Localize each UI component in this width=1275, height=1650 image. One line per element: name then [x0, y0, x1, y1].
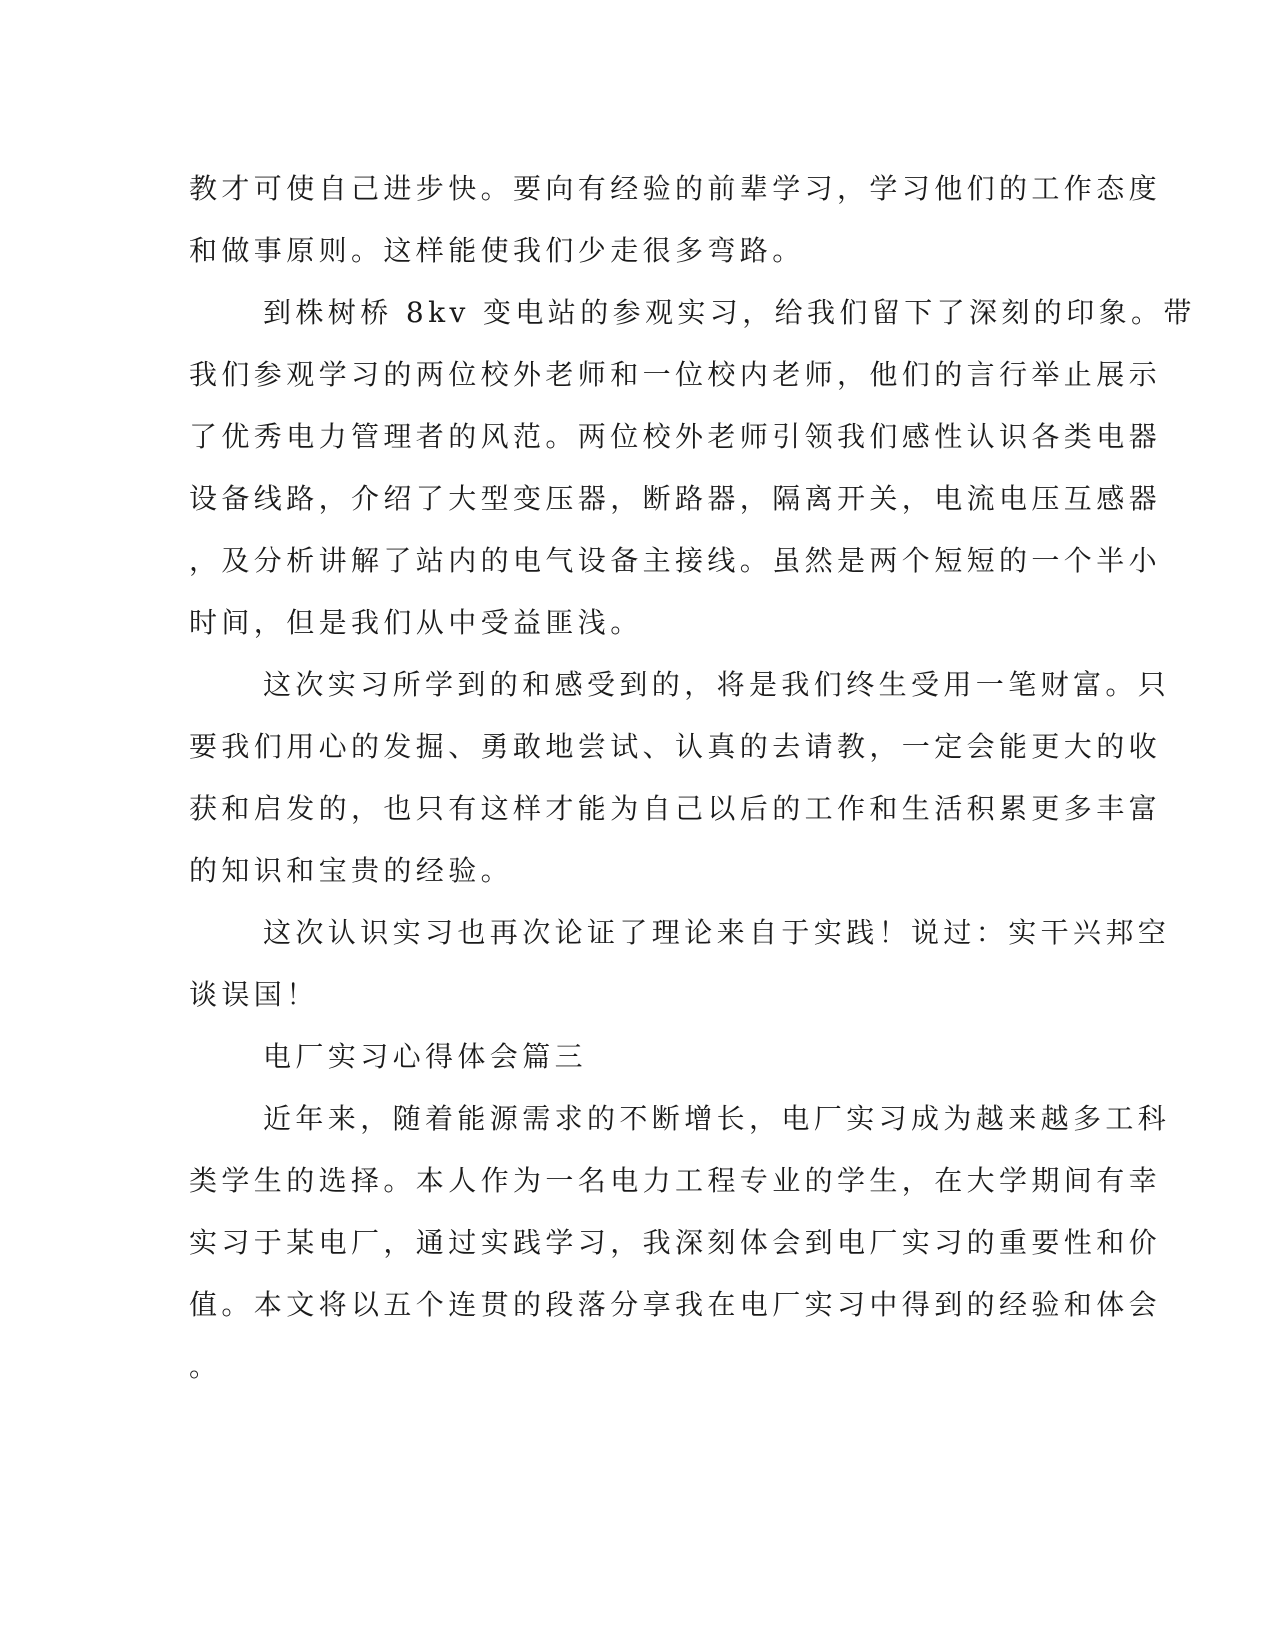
text-line: 近年来，随着能源需求的不断增长，电厂实习成为越来越多工科	[263, 1102, 1171, 1135]
document-body	[189, 158, 1196, 1398]
text-line: 了优秀电力管理者的风范。两位校外老师引领我们感性认识各类电器	[189, 420, 1162, 453]
paragraph-1	[189, 158, 1162, 282]
text-line: 我们参观学习的两位校外老师和一位校内老师，他们的言行举止展示	[189, 358, 1162, 391]
text-line: 这次认识实习也再次论证了理论来自于实践！说过：实干兴邦空	[263, 916, 1171, 949]
text-line: ，及分析讲解了站内的电气设备主接线。虽然是两个短短的一个半小	[189, 544, 1162, 577]
text-line: 的知识和宝贵的经验。	[189, 854, 514, 887]
text-line: 获和启发的，也只有这样才能为自己以后的工作和生活积累更多丰富	[189, 792, 1162, 825]
text-line: 谈误国！	[189, 978, 319, 1011]
paragraph-2	[189, 282, 1196, 654]
text-line: 时间，但是我们从中受益匪浅。	[189, 606, 643, 639]
text-line: 。	[189, 1350, 222, 1383]
paragraph-5	[189, 1088, 1171, 1398]
text-line: 设备线路，介绍了大型变压器，断路器，隔离开关，电流电压互感器	[189, 482, 1162, 515]
text-line: 要我们用心的发掘、勇敢地尝试、认真的去请教，一定会能更大的收	[189, 730, 1162, 763]
text-line: 到株树桥 8kv 变电站的参观实习，给我们留下了深刻的印象。带	[263, 296, 1196, 329]
paragraph-4	[189, 902, 1171, 1026]
paragraph-3	[189, 654, 1171, 902]
text-line: 值。本文将以五个连贯的段落分享我在电厂实习中得到的经验和体会	[189, 1288, 1162, 1321]
section-heading	[189, 1026, 1079, 1088]
heading-line: 电厂实习心得体会篇三	[263, 1040, 588, 1073]
text-line: 类学生的选择。本人作为一名电力工程专业的学生，在大学期间有幸	[189, 1164, 1162, 1197]
text-line: 教才可使自己进步快。要向有经验的前辈学习，学习他们的工作态度	[189, 172, 1162, 205]
text-line: 和做事原则。这样能使我们少走很多弯路。	[189, 234, 805, 267]
text-line: 这次实习所学到的和感受到的，将是我们终生受用一笔财富。只	[263, 668, 1171, 701]
text-line: 实习于某电厂，通过实践学习，我深刻体会到电厂实习的重要性和价	[189, 1226, 1162, 1259]
